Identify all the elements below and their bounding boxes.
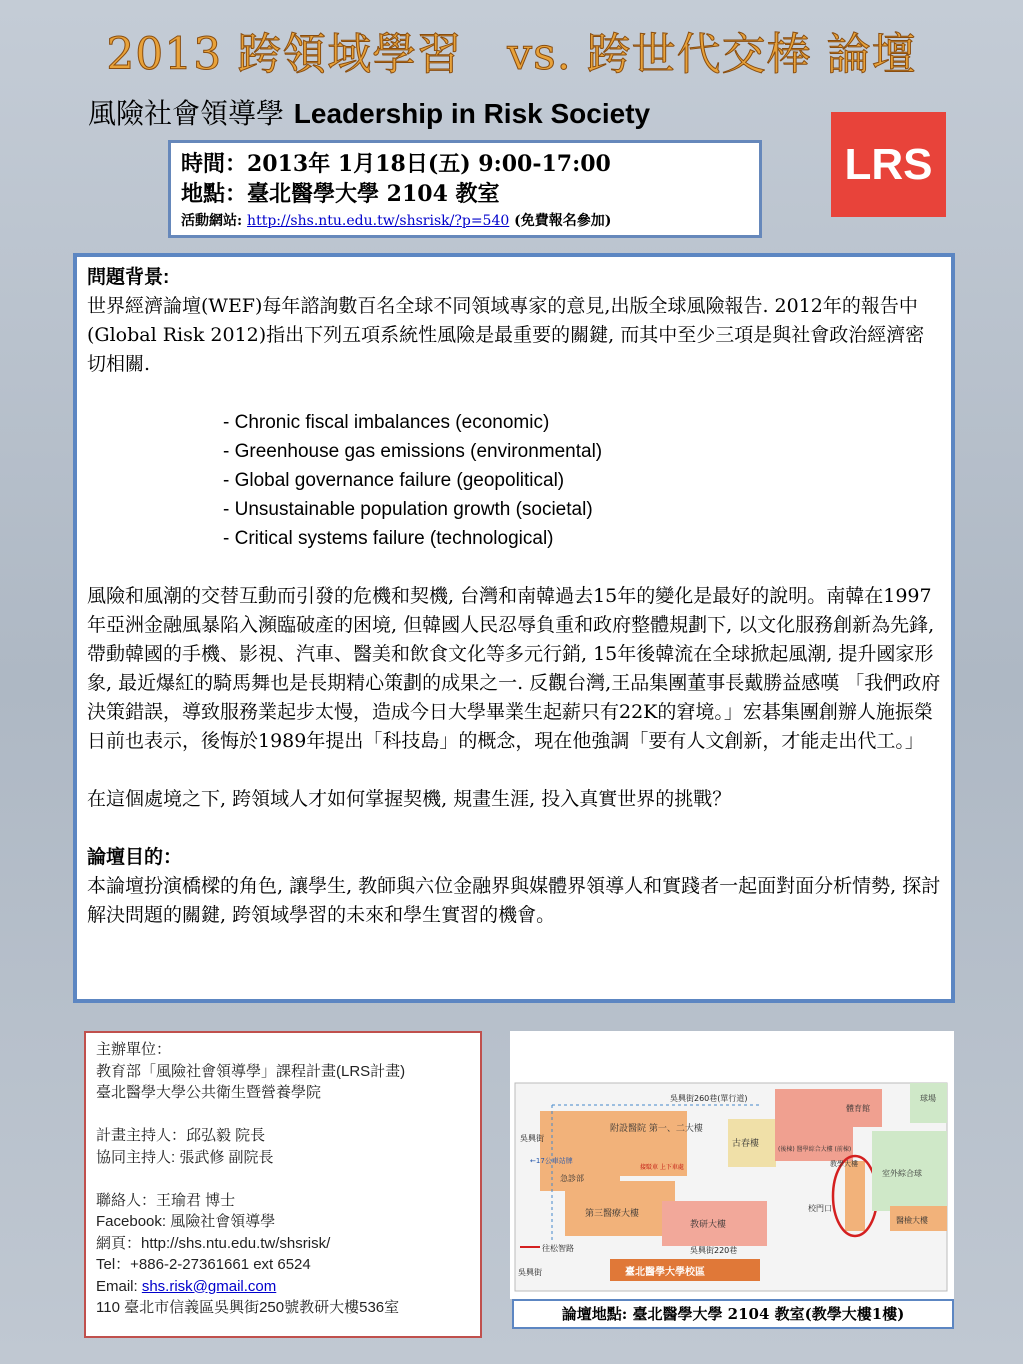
risk-list [87,408,941,553]
subtitle-en: Leadership in Risk Society [293,98,651,129]
campus-map [510,1031,954,1299]
challenge-paragraph: 在這個處境之下, 跨領域人才如何掌握契機, 規畫生涯, 投入真實世界的挑戰？ [87,788,732,810]
goal-paragraph: 本論壇扮演橋樑的角色, 讓學生, 教師與六位金融界與媒體界領導人和實踐者一起面對面分析情勢, 探討解決問題的關鍵, 跨領域學習的未來和學生實習的機會。 [87,875,941,926]
contact-person: 聯絡人：王瑜君 博士 [96,1191,236,1209]
field [910,1083,947,1123]
risk-item: - Greenhouse gas emissions (environmental) [223,441,603,462]
risk-item: - Chronic fiscal imbalances (economic) [223,412,550,433]
label-guchun: 古春樓 [732,1139,760,1149]
poster-subtitle [88,92,650,132]
bus-stop: ←17公車站牌 [530,1157,573,1165]
tel-line: Tel：+886-2-27361661 ext 6524 [96,1256,311,1273]
label-field: 球場 [920,1094,936,1103]
to-songzhi: 往松智路 [542,1244,574,1253]
event-place: 地點：臺北醫學大學 2104 教室 [181,181,500,207]
address-line: 110 臺北市信義區吳興街250號教研大樓536室 [96,1299,400,1316]
co-director: 協同主持人: 張武修 副院長 [96,1148,274,1166]
label-third: 第三醫療大樓 [585,1209,640,1219]
goal-heading: 論壇目的： [87,847,183,868]
street-bottom-left: 吳興街 [518,1268,542,1277]
teaching-building [845,1161,865,1231]
organizer-ministry: 教育部「風險社會領導學」課程計畫(LRS計畫) [96,1062,406,1080]
street-top: 吳興街260巷(單行道) [670,1094,748,1103]
risk-item: - Critical systems failure (technological) [223,528,554,549]
risk-item: - Global governance failure (geopolitical) [223,470,565,491]
street-left: 吳興街 [520,1134,544,1143]
background-paragraph: 世界經濟論壇(WEF)每年諮詢數百名全球不同領域專家的意見,出版全球風險報告. 2012年的報告中(Global Risk 2012)指出下列五項系統性風險是最重要的關鍵, 而其中至少三項是與社會政治經濟密切相關. [87,295,925,375]
venue-caption: 論壇地點: 臺北醫學大學 2104 教室(教學大樓1樓) [512,1299,954,1329]
street-bottom: 吳興街220巷 [690,1246,738,1255]
event-info-box [168,140,762,238]
label-dropoff: 接駁車 上下車處 [640,1164,684,1171]
event-website [181,209,749,233]
label-campus: 臺北醫學大學校區 [625,1267,705,1278]
label-medcheck: 醫檢大樓 [896,1216,928,1225]
label-emergency: 急診部 [560,1174,584,1183]
label-research: 教研大樓 [690,1220,727,1230]
label-complex: (後棟) 醫學綜合大樓 (前棟) [778,1146,852,1153]
label-teaching: 教學大樓 [830,1160,858,1168]
background-heading: 問題背景: [87,267,170,288]
website-label: 活動網站: [181,213,243,229]
subtitle-zh: 風險社會領導學 [88,97,285,130]
lrs-logo: LRS [831,112,946,217]
poster-title: 2013 跨領域學習 vs. 跨世代交棒 論壇 [106,29,917,80]
email-line [96,1276,470,1298]
email-label: Email: [96,1277,142,1295]
organizer-college: 臺北醫學大學公共衛生暨營養學院 [96,1084,322,1101]
organizer-box [84,1031,482,1338]
main-content-box [73,253,955,1003]
event-time: 時間：2013年 1月18日(五) 9:00-17:00 [181,151,611,177]
label-hospital: 附設醫院 第一、二大樓 [610,1124,703,1134]
organizer-label: 主辦單位： [96,1041,172,1058]
webpage-line: 網頁：http://shs.ntu.edu.tw/shsrisk/ [96,1234,331,1252]
label-outdoor: 室外綜合球 [882,1169,922,1178]
facebook-line: Facebook: 風險社會領導學 [96,1213,276,1230]
risk-item: - Unsustainable population growth (societal) [223,499,593,520]
korea-taiwan-paragraph: 風險和風潮的交替互動而引發的危機和契機, 台灣和南韓過去15年的變化是最好的說明。南韓在1997年亞洲金融風暴陷入瀕臨破產的困境, 但韓國人民忍辱負重和政府整體規劃下, 以文化服務創新為先鋒, 帶動韓國的手機、影視、汽車、醫美和飲食文化等多元行銷, 15年後韓流在全球掀起風潮, 提升國家形象, 最近爆紅的騎馬舞也是長期精心策劃的成果之一. 反觀台灣,王品集團董事長戴勝益感嘆 「我們政府決策錯誤，導致服務業起步太慢，造成今日大學畢業生起薪只有22K的窘境。」宏碁集團創辦人施振榮日前也表示，後悔於1989年提出「科技島」的概念，現在他強調「要有人文創新，才能走出代工。」 [87,585,941,752]
website-note: (免費報名參加) [514,213,612,229]
email-link[interactable]: shs.risk@gmail.com [141,1277,277,1295]
website-link[interactable]: http://shs.ntu.edu.tw/shsrisk/?p=540 [247,213,510,229]
project-director: 計畫主持人：邱弘毅 院長 [96,1127,266,1144]
label-gym: 體育館 [846,1104,870,1113]
label-gate: 校門口 [808,1204,832,1213]
